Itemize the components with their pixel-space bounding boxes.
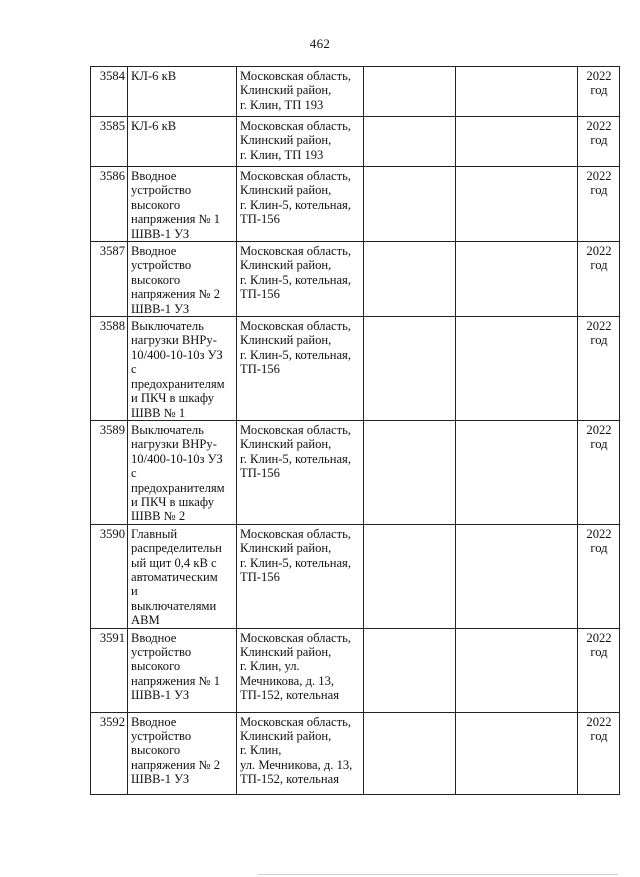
cell-line: Московская область,: [240, 526, 352, 541]
cell-line: год: [590, 645, 608, 659]
cell-line: КЛ-6 кВ: [131, 69, 177, 83]
cell-line: ТП-156: [240, 212, 280, 227]
empty-cell: [456, 167, 578, 242]
object-name: [128, 117, 237, 167]
table-row: [91, 628, 620, 712]
cell-line: напряжения № 1: [131, 673, 220, 688]
empty-cell: [456, 420, 578, 524]
cell-line: 10/400-10-10з УЗ: [131, 451, 223, 466]
cell-line: устройство: [131, 183, 192, 198]
cell-line: Вводное: [131, 714, 177, 729]
cell-line: г. Клин, ТП 193: [240, 97, 324, 112]
cell-line: автоматическим: [131, 569, 218, 584]
cell-line: напряжения № 1: [131, 212, 220, 227]
cell-line: год: [590, 83, 608, 98]
empty-cell: [456, 524, 578, 628]
cell-line: устройство: [131, 645, 192, 659]
cell-line: 2022: [586, 630, 612, 645]
empty-cell: [364, 167, 456, 242]
cell-line: Клинский район,: [240, 258, 332, 273]
cell-line: Выключатель: [131, 319, 204, 334]
row-number: 3585: [91, 117, 128, 167]
table-row: [91, 317, 620, 421]
cell-line: Вводное: [131, 169, 177, 183]
cell-line: 2022: [586, 422, 612, 437]
cell-line: год: [590, 729, 608, 743]
object-address: [237, 167, 364, 242]
cell-line: ТП-156: [240, 362, 280, 377]
cell-line: Московская область,: [240, 319, 352, 334]
empty-cell: [364, 67, 456, 117]
cell-line: напряжения № 2: [131, 757, 220, 772]
object-name: [128, 317, 237, 421]
cell-line: Мечникова, д. 13,: [240, 673, 335, 688]
table-row: [91, 242, 620, 317]
cell-line: Московская область,: [240, 714, 352, 729]
cell-line: выключателями: [131, 598, 217, 613]
empty-cell: [456, 628, 578, 712]
cell-line: Клинский район,: [240, 83, 332, 98]
object-name: [128, 712, 237, 794]
cell-line: распределительн: [131, 541, 222, 556]
asset-registry-table: [90, 66, 620, 795]
cell-line: АВМ: [131, 613, 160, 628]
empty-cell: [364, 317, 456, 421]
table-row: [91, 712, 620, 794]
cell-line: Клинский район,: [240, 541, 332, 556]
empty-cell: [364, 524, 456, 628]
cell-line: ТП-156: [240, 287, 280, 302]
cell-line: Московская область,: [240, 630, 352, 645]
object-name: [128, 167, 237, 242]
object-name: [128, 420, 237, 524]
object-address: [237, 117, 364, 167]
empty-cell: [456, 117, 578, 167]
row-number: 3584: [91, 67, 128, 117]
cell-line: с: [131, 362, 137, 377]
commission-year: [578, 420, 620, 524]
cell-line: высокого: [131, 197, 181, 212]
row-number: 3586: [91, 167, 128, 242]
cell-line: 2022: [586, 169, 612, 183]
bottom-rule: [258, 874, 618, 875]
cell-line: Клинский район,: [240, 183, 332, 198]
row-number: 3591: [91, 628, 128, 712]
cell-line: год: [590, 258, 608, 273]
empty-cell: [364, 712, 456, 794]
commission-year: [578, 242, 620, 317]
cell-line: предохранителям: [131, 480, 225, 495]
cell-line: Главный: [131, 526, 178, 541]
cell-line: г. Клин-5, котельная,: [240, 197, 351, 212]
table-row: [91, 167, 620, 242]
page-number: 462: [309, 36, 331, 51]
empty-cell: [456, 712, 578, 794]
empty-cell: [456, 242, 578, 317]
empty-cell: [456, 317, 578, 421]
cell-line: и ПКЧ в шкафу: [131, 494, 215, 509]
empty-cell: [364, 628, 456, 712]
cell-line: ШВВ № 1: [131, 405, 186, 420]
cell-line: с: [131, 466, 137, 481]
cell-line: Московская область,: [240, 119, 352, 133]
cell-line: 2022: [586, 244, 612, 259]
object-address: [237, 712, 364, 794]
cell-line: 2022: [586, 319, 612, 334]
cell-line: год: [590, 437, 608, 452]
cell-line: г. Клин,: [240, 743, 282, 758]
commission-year: [578, 712, 620, 794]
commission-year: [578, 117, 620, 167]
cell-line: Выключатель: [131, 422, 204, 437]
row-number: 3588: [91, 317, 128, 421]
registry-body: [91, 67, 620, 795]
cell-line: ШВВ-1 УЗ: [131, 226, 190, 241]
table-row: [91, 420, 620, 524]
cell-line: 2022: [586, 69, 612, 83]
commission-year: [578, 167, 620, 242]
cell-line: г. Клин-5, котельная,: [240, 272, 351, 287]
cell-line: ШВВ № 2: [131, 509, 186, 524]
commission-year: [578, 67, 620, 117]
cell-line: Московская область,: [240, 69, 352, 83]
cell-line: г. Клин-5, котельная,: [240, 555, 351, 570]
object-address: [237, 242, 364, 317]
object-name: [128, 524, 237, 628]
row-number: 3587: [91, 242, 128, 317]
cell-line: высокого: [131, 272, 181, 287]
cell-line: и ПКЧ в шкафу: [131, 391, 215, 406]
cell-line: г. Клин, ТП 193: [240, 147, 324, 162]
object-address: [237, 67, 364, 117]
cell-line: предохранителям: [131, 376, 225, 391]
cell-line: год: [590, 133, 608, 148]
cell-line: 10/400-10-10з УЗ: [131, 347, 223, 362]
cell-line: нагрузки ВНРу-: [131, 437, 217, 452]
cell-line: ый щит 0,4 кВ с: [131, 555, 217, 570]
cell-line: г. Клин, ул.: [240, 659, 300, 674]
row-number: 3590: [91, 524, 128, 628]
cell-line: ШВВ-1 УЗ: [131, 301, 190, 316]
cell-line: ТП-156: [240, 569, 280, 584]
cell-line: КЛ-6 кВ: [131, 119, 177, 133]
cell-line: ШВВ-1 УЗ: [131, 772, 190, 787]
cell-line: Московская область,: [240, 169, 352, 183]
cell-line: устройство: [131, 729, 192, 743]
cell-line: год: [590, 183, 608, 198]
cell-line: ШВВ-1 УЗ: [131, 688, 190, 703]
cell-line: 2022: [586, 526, 612, 541]
object-name: [128, 628, 237, 712]
cell-line: г. Клин-5, котельная,: [240, 347, 351, 362]
table-row: [91, 67, 620, 117]
empty-cell: [364, 117, 456, 167]
cell-line: ТП-156: [240, 466, 280, 481]
cell-line: устройство: [131, 258, 192, 273]
cell-line: Клинский район,: [240, 729, 332, 743]
row-number: 3589: [91, 420, 128, 524]
commission-year: [578, 628, 620, 712]
cell-line: высокого: [131, 659, 181, 674]
cell-line: Клинский район,: [240, 437, 332, 452]
cell-line: Вводное: [131, 630, 177, 645]
empty-cell: [456, 67, 578, 117]
table-row: [91, 524, 620, 628]
object-name: [128, 242, 237, 317]
row-number: 3592: [91, 712, 128, 794]
cell-line: Вводное: [131, 244, 177, 259]
cell-line: высокого: [131, 743, 181, 758]
cell-line: Клинский район,: [240, 133, 332, 148]
empty-cell: [364, 242, 456, 317]
commission-year: [578, 524, 620, 628]
cell-line: ТП-152, котельная: [240, 772, 340, 787]
cell-line: ул. Мечникова, д. 13,: [240, 757, 353, 772]
cell-line: нагрузки ВНРу-: [131, 333, 217, 348]
object-address: [237, 524, 364, 628]
cell-line: 2022: [586, 119, 612, 133]
cell-line: год: [590, 541, 608, 556]
cell-line: г. Клин-5, котельная,: [240, 451, 351, 466]
object-address: [237, 628, 364, 712]
object-address: [237, 317, 364, 421]
cell-line: Клинский район,: [240, 333, 332, 348]
cell-line: Московская область,: [240, 422, 352, 437]
cell-line: напряжения № 2: [131, 287, 220, 302]
cell-line: Клинский район,: [240, 645, 332, 659]
object-address: [237, 420, 364, 524]
cell-line: Московская область,: [240, 244, 352, 259]
cell-line: ТП-152, котельная: [240, 688, 340, 703]
cell-line: год: [590, 333, 608, 348]
commission-year: [578, 317, 620, 421]
cell-line: 2022: [586, 714, 612, 729]
empty-cell: [364, 420, 456, 524]
table-row: [91, 117, 620, 167]
object-name: [128, 67, 237, 117]
cell-line: и: [131, 584, 138, 599]
